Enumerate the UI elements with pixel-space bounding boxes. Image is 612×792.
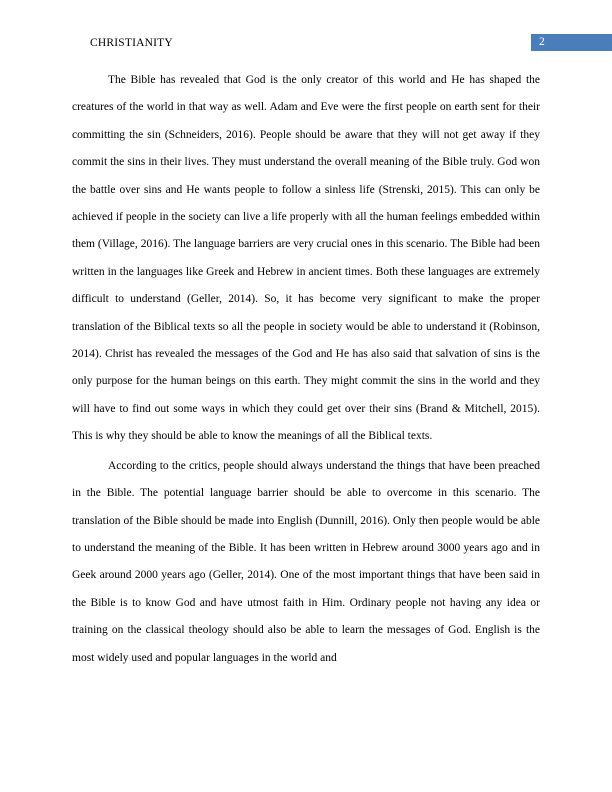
running-head: CHRISTIANITY (90, 37, 173, 49)
paragraph: According to the critics, people should always understand the things that have been preached in the Bible. The potential language barrier should be able to overcome in this scenario. The translation of the Bible should be made into English (Dunnill, 2016). Only then people would be able to understand the meaning of the Bible. It has been written in Hebrew around 3000 years ago and in Geek around 2000 years ago (Geller, 2014). One of the most important things that have been said in the Bible is to know God and have utmost faith in Him. Ordinary people not having any idea or training on the classical theology should also be able to learn the messages of God. English is the most widely used and popular languages in the world and (72, 459, 540, 664)
page-header (0, 34, 612, 52)
paragraph: The Bible has revealed that God is the only creator of this world and He has shaped the creatures of the world in that way as well. Adam and Eve were the first people on earth sent for their committing the sin (Schneiders, 2016). People should be aware that they will not get away if they commit the sins in their lives. They must understand the overall meaning of the Bible truly. God won the battle over sins and He wants people to follow a sinless life (Strenski, 2015). This can only be achieved if people in the society can live a life properly with all the human feelings embedded within them (Village, 2016). The language barriers are very crucial ones in this scenario. The Bible had been written in the languages like Greek and Hebrew in ancient times. Both these languages are extremely difficult to understand (Geller, 2014). So, it has become very significant to make the proper translation of the Biblical texts so all the people in society would be able to understand it (Robinson, 2014). Christ has revealed the messages of the God and He has also said that salvation of sins is the only purpose for the human beings on this earth. They might commit the sins in the world and they will have to find out some ways in which they could get over their sins (Brand & Mitchell, 2015). This is why they should be able to know the meanings of all the Biblical texts. (72, 74, 540, 443)
page-number: 2 (531, 34, 612, 51)
document-body (72, 67, 540, 672)
